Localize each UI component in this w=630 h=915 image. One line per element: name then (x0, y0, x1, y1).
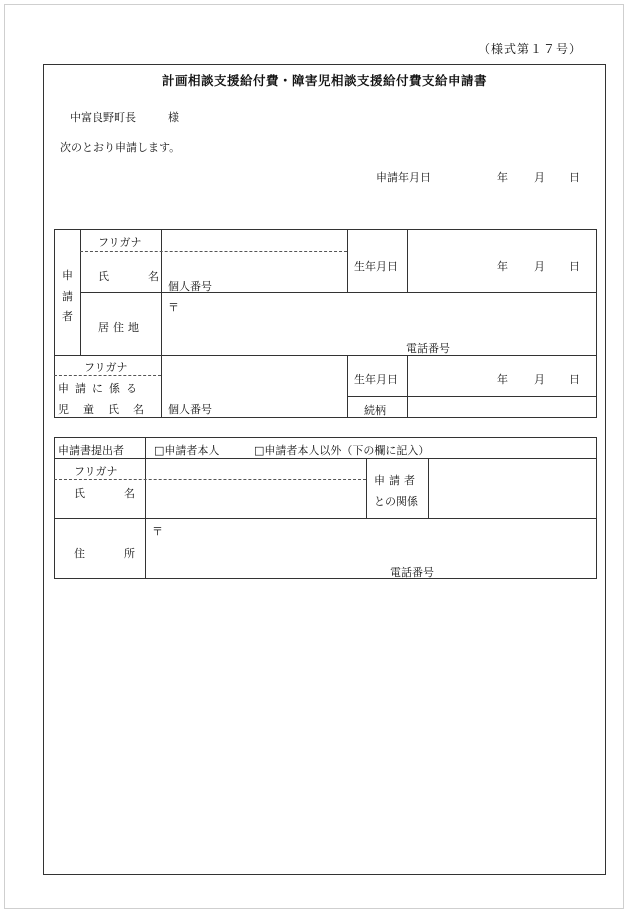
addressee-honorific: 様 (168, 111, 179, 124)
application-date-day: 日 (569, 171, 580, 184)
applicant-birthdate-month: 月 (534, 260, 545, 273)
applicant-birthdate-day: 日 (569, 260, 580, 273)
child-individual-number-label: 個人番号 (168, 403, 212, 416)
submitter-relation-line1: 申請者 (374, 474, 419, 487)
applicant-section-label-3: 者 (62, 310, 73, 323)
applicant-address-label: 居住地 (98, 321, 143, 334)
submitter-relation-line2: との関係 (374, 495, 418, 508)
applicant-birthdate-label: 生年月日 (354, 260, 398, 273)
submitter-postal-mark: 〒 (152, 525, 163, 538)
form-number: （様式第１７号） (478, 42, 583, 56)
child-birthdate-day: 日 (569, 373, 580, 386)
submitter-name-label: 氏 名 (74, 487, 149, 500)
applicant-postal-mark: 〒 (168, 301, 179, 314)
child-relationship-label: 続柄 (364, 404, 386, 417)
submitter-address-label: 住 所 (74, 547, 149, 560)
applicant-furigana-label: フリガナ (98, 236, 142, 249)
child-label-line1: 申請に係る (58, 382, 143, 395)
applicant-name-label: 氏 名 (98, 270, 173, 283)
submitter-option-self: □申請者本人 (154, 444, 220, 457)
application-date-month: 月 (534, 171, 545, 184)
child-birthdate-year: 年 (497, 373, 508, 386)
applicant-section-label-1: 申 (62, 269, 73, 282)
applicant-birthdate-year: 年 (497, 260, 508, 273)
submitter-phone-label: 電話番号 (390, 566, 434, 579)
child-birthdate-label: 生年月日 (354, 373, 398, 386)
application-date-label: 申請年月日 (376, 171, 431, 184)
submitter-option-other: □申請者本人以外（下の欄に記入） (254, 444, 430, 457)
child-birthdate-month: 月 (534, 373, 545, 386)
form-title: 計画相談支援給付費・障害児相談支援給付費支給申請書 (161, 73, 487, 88)
applicant-phone-label: 電話番号 (406, 342, 450, 355)
application-date-year: 年 (497, 171, 508, 184)
submitter-furigana-label: フリガナ (74, 465, 118, 478)
applicant-individual-number-label: 個人番号 (168, 280, 212, 293)
submitter-label: 申請書提出者 (58, 444, 124, 457)
child-furigana-label: フリガナ (84, 361, 128, 374)
intro-text: 次のとおり申請します。 (60, 141, 181, 154)
addressee-name: 中富良野町長 (70, 111, 136, 124)
child-label-line2: 児童氏名 (58, 403, 158, 416)
form-frame (43, 64, 606, 875)
applicant-section-label-2: 請 (62, 290, 73, 303)
